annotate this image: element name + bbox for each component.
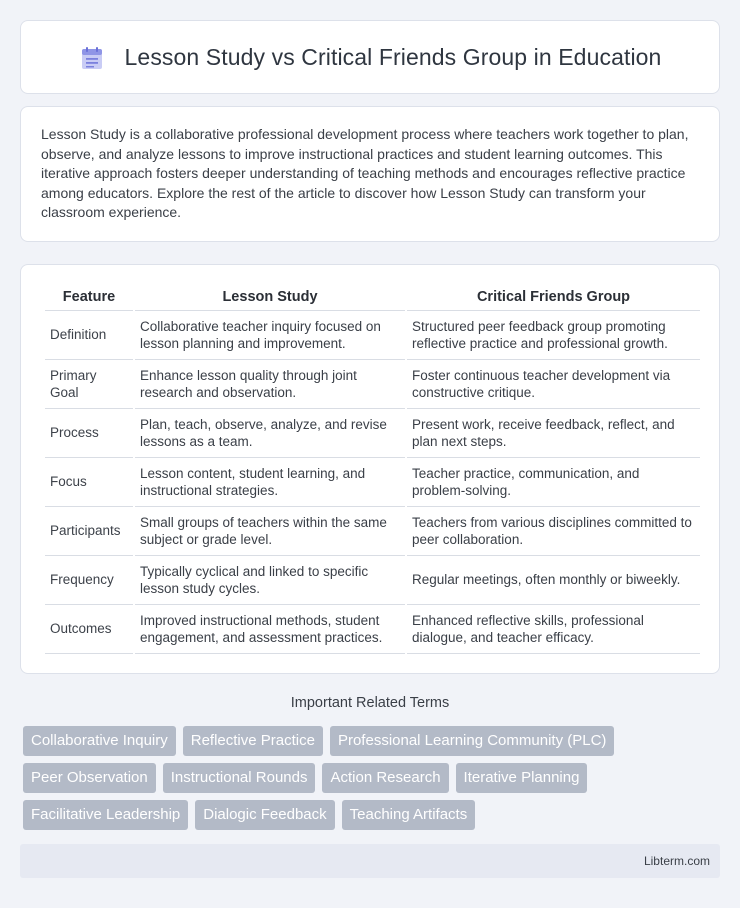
tag-instructional-rounds[interactable]: Instructional Rounds <box>163 763 316 793</box>
tag-action-research[interactable]: Action Research <box>322 763 448 793</box>
intro-card <box>20 106 720 242</box>
cfg-cell: Teacher practice, communication, and problem-solving. <box>407 458 700 507</box>
table-row <box>45 507 700 556</box>
lesson-study-cell: Plan, teach, observe, analyze, and revise lessons as a team. <box>135 409 405 458</box>
footer-site-link[interactable]: Libterm.com <box>643 854 710 868</box>
comparison-table <box>43 283 702 654</box>
table-header-row <box>45 283 700 311</box>
cfg-cell: Structured peer feedback group promoting reflective practice and professional growth. <box>407 311 700 360</box>
cfg-cell: Teachers from various disciplines committed to peer collaboration. <box>407 507 700 556</box>
tag-reflective-practice[interactable]: Reflective Practice <box>183 726 323 756</box>
feature-cell: Primary Goal <box>45 360 133 409</box>
feature-cell: Frequency <box>45 556 133 605</box>
tag-teaching-artifacts[interactable]: Teaching Artifacts <box>342 800 476 830</box>
column-header-feature: Feature <box>45 283 133 311</box>
tag-facilitative-leadership[interactable]: Facilitative Leadership <box>23 800 188 830</box>
lesson-study-cell: Lesson content, student learning, and instructional strategies. <box>135 458 405 507</box>
comparison-table-card <box>20 264 720 674</box>
feature-cell: Participants <box>45 507 133 556</box>
column-header-critical-friends-group: Critical Friends Group <box>407 283 700 311</box>
feature-cell: Process <box>45 409 133 458</box>
header-card <box>20 20 720 94</box>
intro-text: Lesson Study is a collaborative professional development process where teachers work together to plan, observe, and analyze lessons to improve instructional practices and student learning outcomes. This iterative approach fosters deeper understanding of teaching methods and encourages reflective practice among educators. Explore the rest of the article to discover how Lesson Study can transform your classroom experience. <box>41 126 689 220</box>
document-icon <box>79 45 105 71</box>
lesson-study-cell: Small groups of teachers within the same subject or grade level. <box>135 507 405 556</box>
table-row <box>45 458 700 507</box>
table-row <box>45 360 700 409</box>
tag-iterative-planning[interactable]: Iterative Planning <box>456 763 588 793</box>
feature-cell: Focus <box>45 458 133 507</box>
related-terms-list <box>23 726 723 837</box>
table-row <box>45 605 700 654</box>
lesson-study-cell: Improved instructional methods, student engagement, and assessment practices. <box>135 605 405 654</box>
related-terms-title: Important Related Terms <box>290 695 450 711</box>
feature-cell: Outcomes <box>45 605 133 654</box>
lesson-study-cell: Enhance lesson quality through joint research and observation. <box>135 360 405 409</box>
lesson-study-cell: Collaborative teacher inquiry focused on lesson planning and improvement. <box>135 311 405 360</box>
tag-collaborative-inquiry[interactable]: Collaborative Inquiry <box>23 726 176 756</box>
lesson-study-cell: Typically cyclical and linked to specific lesson study cycles. <box>135 556 405 605</box>
table-row <box>45 556 700 605</box>
tag-dialogic-feedback[interactable]: Dialogic Feedback <box>195 800 334 830</box>
table-row <box>45 409 700 458</box>
cfg-cell: Foster continuous teacher development via constructive critique. <box>407 360 700 409</box>
cfg-cell: Enhanced reflective skills, professional dialogue, and teacher efficacy. <box>407 605 700 654</box>
tag-professional-learning-community[interactable]: Professional Learning Community (PLC) <box>330 726 614 756</box>
footer <box>20 844 720 878</box>
page-title: Lesson Study vs Critical Friends Group in Education <box>124 43 662 70</box>
column-header-lesson-study: Lesson Study <box>135 283 405 311</box>
cfg-cell: Present work, receive feedback, reflect, and plan next steps. <box>407 409 700 458</box>
cfg-cell: Regular meetings, often monthly or biweekly. <box>407 556 700 605</box>
table-row <box>45 311 700 360</box>
tag-peer-observation[interactable]: Peer Observation <box>23 763 156 793</box>
feature-cell: Definition <box>45 311 133 360</box>
